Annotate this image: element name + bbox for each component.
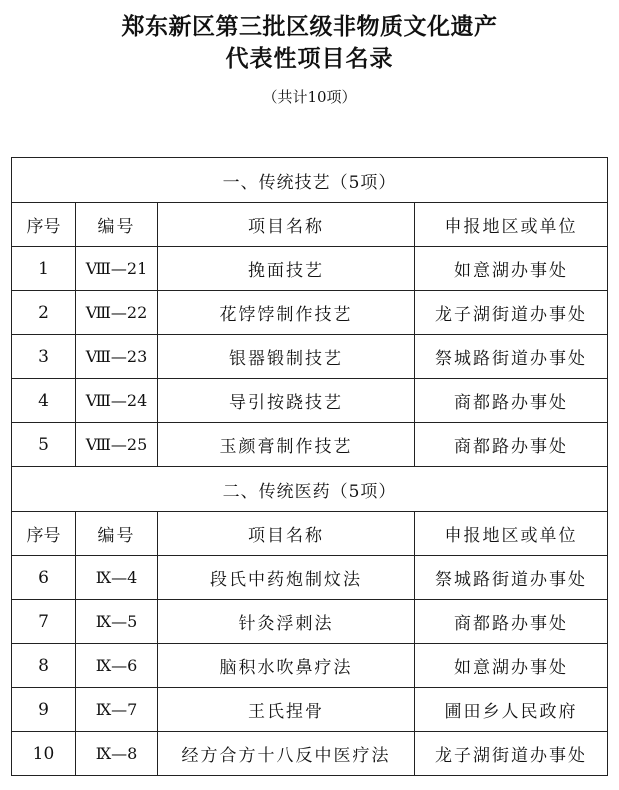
- cell-unit: 如意湖办事处: [415, 247, 608, 291]
- heritage-list-table: [11, 157, 608, 776]
- cell-project-name: 挽面技艺: [158, 247, 415, 291]
- cell-code: Ⅷ—21: [76, 247, 158, 291]
- table-row: [12, 247, 608, 291]
- cell-unit: 圃田乡人民政府: [415, 688, 608, 732]
- cell-seq: 1: [12, 247, 76, 291]
- cell-code: Ⅸ—8: [76, 732, 158, 776]
- cell-unit: 祭城路街道办事处: [415, 335, 608, 379]
- cell-seq: 4: [12, 379, 76, 423]
- document-subtitle: （共计10项）: [262, 88, 357, 106]
- column-header-name: 项目名称: [158, 203, 415, 247]
- table-row: [12, 423, 608, 467]
- cell-seq: 8: [12, 644, 76, 688]
- table-row: [12, 335, 608, 379]
- column-header-code: 编号: [76, 512, 158, 556]
- cell-code: Ⅸ—4: [76, 556, 158, 600]
- table-row: [12, 556, 608, 600]
- cell-code: Ⅷ—22: [76, 291, 158, 335]
- column-header-row: [12, 512, 608, 556]
- cell-seq: 2: [12, 291, 76, 335]
- cell-project-name: 银器锻制技艺: [158, 335, 415, 379]
- cell-project-name: 经方合方十八反中医疗法: [158, 732, 415, 776]
- cell-project-name: 段氏中药炮制炆法: [158, 556, 415, 600]
- cell-seq: 7: [12, 600, 76, 644]
- table-row: [12, 600, 608, 644]
- section-header-row: [12, 467, 608, 512]
- section-title: 一、传统技艺（5项）: [12, 158, 608, 203]
- cell-project-name: 针灸浮刺法: [158, 600, 415, 644]
- cell-project-name: 脑积水吹鼻疗法: [158, 644, 415, 688]
- column-header-row: [12, 203, 608, 247]
- cell-code: Ⅷ—25: [76, 423, 158, 467]
- cell-code: Ⅷ—24: [76, 379, 158, 423]
- cell-seq: 6: [12, 556, 76, 600]
- cell-code: Ⅸ—7: [76, 688, 158, 732]
- table-row: [12, 732, 608, 776]
- cell-project-name: 玉颜膏制作技艺: [158, 423, 415, 467]
- cell-unit: 龙子湖街道办事处: [415, 291, 608, 335]
- cell-unit: 如意湖办事处: [415, 644, 608, 688]
- cell-code: Ⅸ—6: [76, 644, 158, 688]
- column-header-unit: 申报地区或单位: [415, 203, 608, 247]
- cell-seq: 9: [12, 688, 76, 732]
- column-header-code: 编号: [76, 203, 158, 247]
- cell-unit: 龙子湖街道办事处: [415, 732, 608, 776]
- cell-seq: 10: [12, 732, 76, 776]
- column-header-unit: 申报地区或单位: [415, 512, 608, 556]
- cell-project-name: 导引按跷技艺: [158, 379, 415, 423]
- cell-code: Ⅷ—23: [76, 335, 158, 379]
- table-row: [12, 379, 608, 423]
- table-row: [12, 688, 608, 732]
- document-title-line1: 郑东新区第三批区级非物质文化遗产: [121, 13, 498, 40]
- section-header-row: [12, 158, 608, 203]
- cell-seq: 5: [12, 423, 76, 467]
- column-header-seq: 序号: [12, 203, 76, 247]
- table-row: [12, 644, 608, 688]
- column-header-seq: 序号: [12, 512, 76, 556]
- cell-code: Ⅸ—5: [76, 600, 158, 644]
- cell-project-name: 王氏捏骨: [158, 688, 415, 732]
- column-header-name: 项目名称: [158, 512, 415, 556]
- cell-project-name: 花饽饽制作技艺: [158, 291, 415, 335]
- document-title-line2: 代表性项目名录: [225, 45, 394, 72]
- cell-unit: 商都路办事处: [415, 423, 608, 467]
- cell-unit: 祭城路街道办事处: [415, 556, 608, 600]
- table-row: [12, 291, 608, 335]
- cell-unit: 商都路办事处: [415, 600, 608, 644]
- section-title: 二、传统医药（5项）: [12, 467, 608, 512]
- cell-seq: 3: [12, 335, 76, 379]
- cell-unit: 商都路办事处: [415, 379, 608, 423]
